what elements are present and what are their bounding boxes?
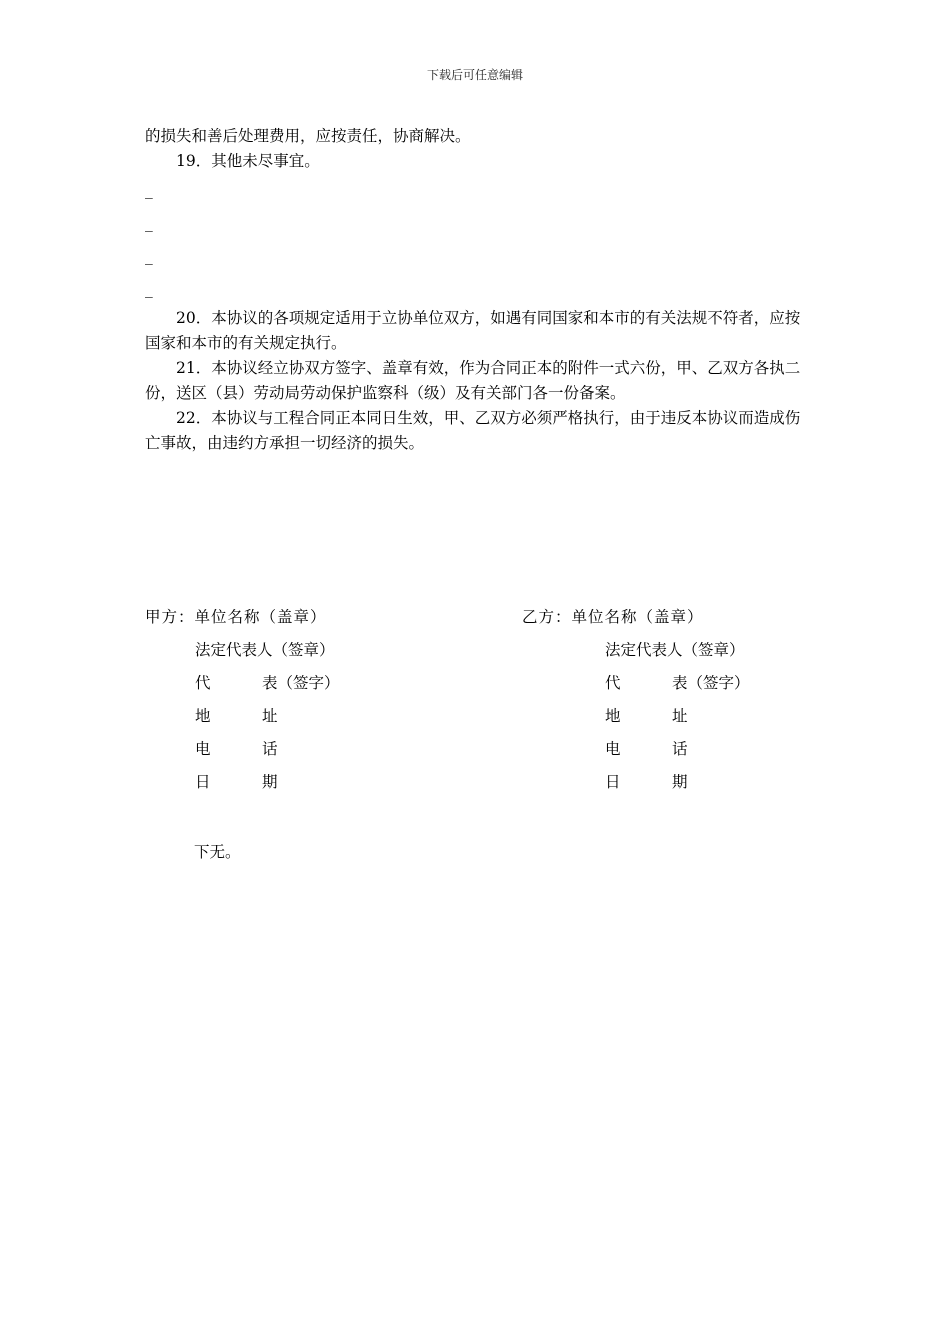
party-a-phone-label-1: 电 [195,740,211,758]
blank-line-2: _ [145,214,153,232]
party-a-legal-rep: 法定代表人（签章） [195,641,335,659]
party-a-phone-label-2: 话 [262,740,278,758]
party-b-date-row [522,766,750,799]
party-b-date-label-1: 日 [605,773,621,791]
party-b-phone-label-1: 电 [605,740,621,758]
item-20: 20．本协议的各项规定适用于立协单位双方，如遇有同国家和本市的有关法规不符者，应按国家和本市的有关规定执行。 [145,309,801,352]
party-b-phone-row [522,733,750,766]
party-b-address-label-2: 址 [672,707,688,725]
party-b-address-label-1: 地 [605,707,621,725]
party-a-address-row [145,700,340,733]
party-b-rep-label-2: 表（签字） [672,674,750,692]
party-a-phone-row [145,733,340,766]
party-b-address-row [522,700,750,733]
party-b-legal-rep: 法定代表人（签章） [605,641,745,659]
party-b-phone-label-2: 话 [672,740,688,758]
blank-line-1: _ [145,181,153,199]
party-b-title: 乙方：单位名称（盖章） [522,608,704,626]
paragraph-continuation: 的损失和善后处理费用，应按责任，协商解决。 [145,127,471,145]
party-a-address-label-2: 址 [262,707,278,725]
party-b-date-label-2: 期 [672,773,688,791]
party-a-rep-label-2: 表（签字） [262,674,340,692]
item-22: 22．本协议与工程合同正本同日生效，甲、乙双方必须严格执行，由于违反本协议而造成伤亡事故，由违约方承担一切经济的损失。 [145,409,801,452]
party-a-date-label-1: 日 [195,773,211,791]
page-header: 下载后可任意编辑 [426,68,523,82]
party-a-date-label-2: 期 [262,773,278,791]
party-a-signature-block [145,601,340,799]
party-a-date-row [145,766,340,799]
party-a-title: 甲方：单位名称（盖章） [145,608,327,626]
party-b-signature-block [522,601,750,799]
party-a-rep-label-1: 代 [195,674,211,692]
party-b-rep-label-1: 代 [605,674,621,692]
end-note: 下无。 [194,843,241,861]
item-19: 19．其他未尽事宜。 [176,152,320,170]
item-21: 21．本协议经立协双方签字、盖章有效，作为合同正本的附件一式六份，甲、乙双方各执二份，送区（县）劳动局劳动保护监察科（级）及有关部门各一份备案。 [145,359,801,402]
document-body [145,124,810,456]
party-b-rep-row [522,667,750,700]
party-a-rep-row [145,667,340,700]
party-a-address-label-1: 地 [195,707,211,725]
blank-line-3: _ [145,247,153,265]
blank-line-4: _ [145,280,153,298]
